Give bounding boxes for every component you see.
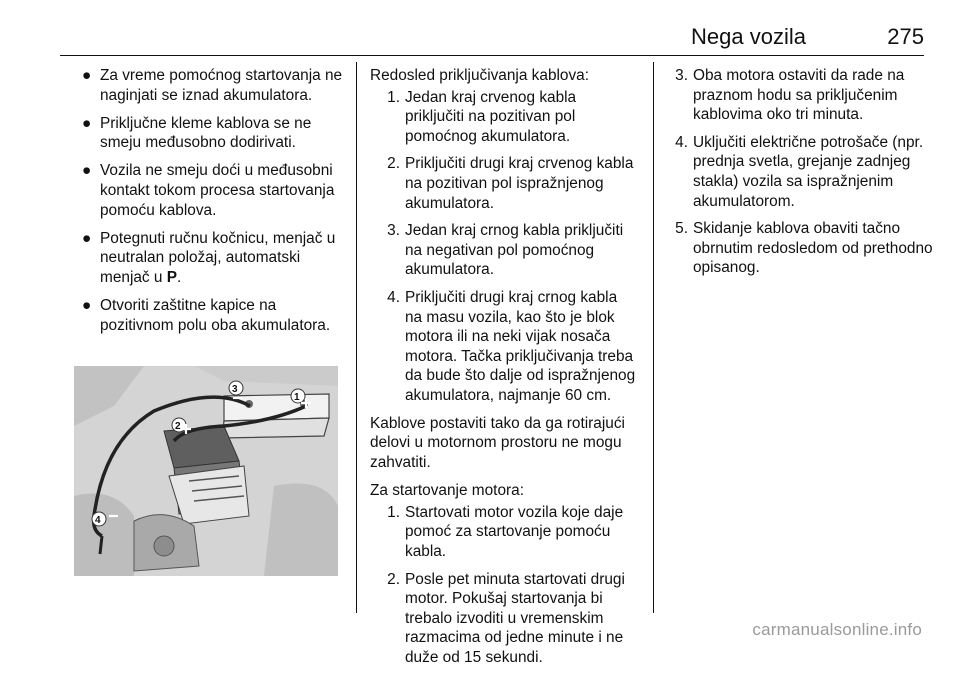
column-2	[370, 66, 638, 676]
list-item: ● Vozila ne smeju doći u međusobni kontakt tokom procesa startovanja pomoću kablova.	[82, 162, 335, 219]
list-item: 1. Startovati motor vozila koje daje pomoć za startovanje pomoću kabla.	[387, 503, 624, 561]
header-rule	[60, 55, 924, 56]
start-intro: Za startovanje motora:	[370, 482, 524, 500]
bullet-icon: ●	[82, 114, 92, 132]
jump-start-illustration	[74, 366, 338, 576]
label-3: 3	[232, 384, 238, 395]
label-4: 4	[95, 515, 101, 526]
label-2: 2	[175, 421, 181, 432]
list-item: ● Otvoriti zaštitne kapice na pozitivnom polu oba akumulatora.	[82, 296, 331, 334]
bullet-icon: ●	[82, 67, 92, 84]
bullet-icon: ●	[82, 229, 92, 247]
list-item: ● Za vreme pomoćnog startovanja ne naginjati se iznad akumulatora.	[82, 67, 343, 104]
cable-routing-note: Kablove postaviti tako da ga rotirajući delovi u motornom prostoru ne mogu zahvatiti.	[370, 414, 625, 471]
column-divider-1	[356, 62, 357, 613]
list-item: 5. Skidanje kablova obaviti tačno obrnutim redosledom od prethodno opisanog.	[675, 220, 933, 277]
list-item: 2. Priključiti drugi kraj crvenog kabla na pozitivan pol ispražnjenog akumulatora.	[387, 155, 634, 212]
page-number: 275	[887, 24, 924, 49]
engine-bay-drawing	[74, 366, 338, 576]
bullet-icon: ●	[82, 162, 92, 180]
watermark: carmanualsonline.info	[752, 620, 922, 639]
label-1: 1	[294, 392, 300, 403]
list-item: 3. Oba motora ostaviti da rade na praznom hodu sa priključenim kablovima oko tri minuta.	[675, 67, 905, 124]
list-item: ● Potegnuti ručnu kočnicu, menjač u neutralan položaj, automatski menjač u P.	[82, 229, 336, 286]
list-item: 1. Jedan kraj crvenog kabla priključiti na pozitivan pol pomoćnog akumulatora.	[387, 88, 577, 145]
list-item: 3. Jedan kraj crnog kabla priključiti na negativan pol pomoćnog akumulatora.	[387, 222, 624, 279]
bullet-icon: ●	[82, 296, 92, 314]
column-divider-2	[653, 62, 654, 613]
cable-order-intro: Redosled priključivanja kablova:	[370, 67, 590, 84]
gear-p-label: P	[166, 268, 177, 286]
list-item: 4. Uključiti električne potrošače (npr. prednja svetla, grejanje zadnjeg stakla) vozila sa ispražnjenim akumulatorom.	[675, 133, 924, 210]
list-item: 2. Posle pet minuta startovati drugi motor. Pokušaj startovanja bi trebalo izvoditi u vremenskim razmacima od jedne minute i ne duže od 15 sekundi.	[387, 570, 625, 667]
list-item: ● Priključne kleme kablova se ne smeju međusobno dodirivati.	[82, 114, 312, 152]
section-title: Nega vozila	[691, 24, 806, 49]
page-header	[60, 18, 924, 54]
column-1	[78, 66, 348, 344]
list-item: 4. Priključiti drugi kraj crnog kabla na masu vozila, kao što je blok motora ili na neki vijak nosača motora. Tačka priključivanja treba da bude što dalje od ispražnjenog akumulatora, najmanje 60 cm.	[387, 288, 636, 404]
column-3	[668, 66, 938, 286]
